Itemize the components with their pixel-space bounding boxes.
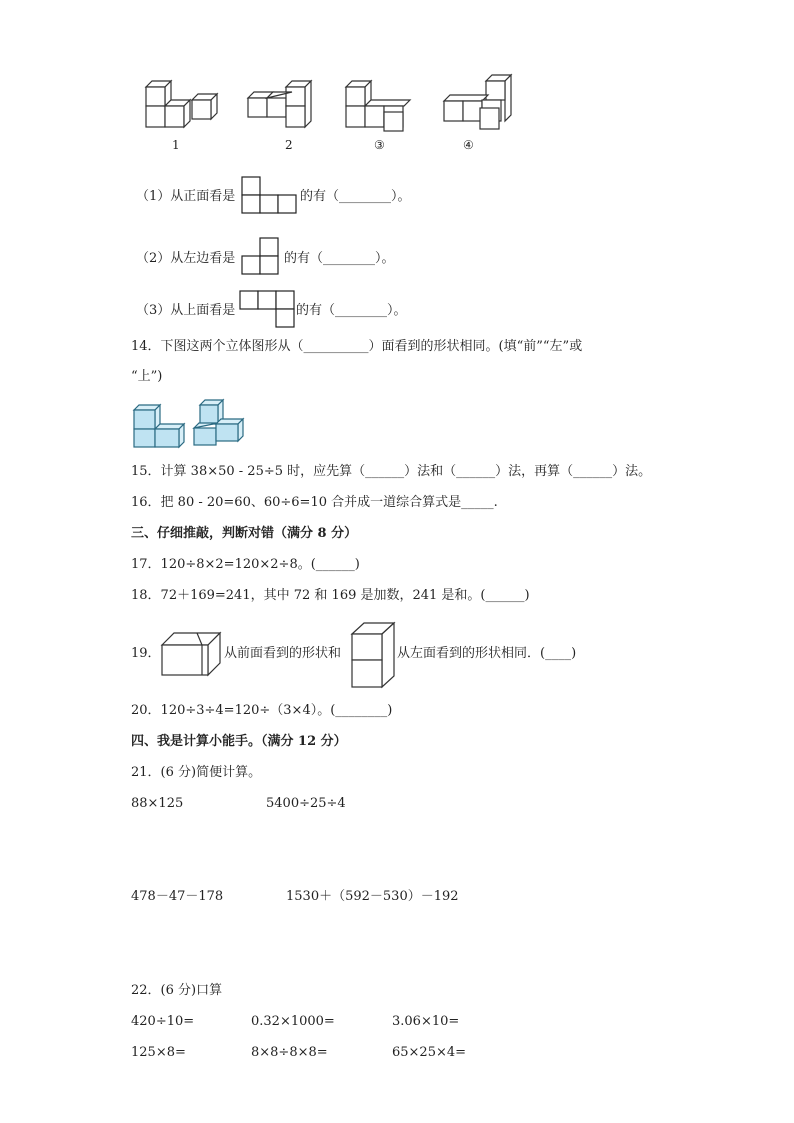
q14-line1: 14．下图这两个立体图形从（__________）面看到的形状相同。(填“前”“左”或 [131,339,583,354]
q16-text: 16．把 80 - 20=60、60÷6=10 合并成一道综合算式是_____. [131,495,498,510]
q18-text: 18．72＋169=241，其中 72 和 169 是加数，241 是和。(______) [131,588,530,603]
figure-label-2: 2 [285,138,293,152]
q13-part1-suffix: 的有（________）。 [300,189,411,204]
blue-cube-figure-left [134,403,190,447]
q22-item-6: 65×25×4= [392,1045,467,1060]
q22-title: 22．(6 分)口算 [131,983,223,998]
section-3-heading: 三、仔细推敲，判断对错（满分 8 分） [131,526,358,541]
q13-part2-suffix: 的有（________）。 [284,251,395,266]
q20-text: 20．120÷3÷4=120÷（3×4）。(________) [131,703,393,718]
q19-suffix-text: 从左面看到的形状相同．(____) [397,646,577,661]
figure-label-4: ④ [463,138,474,152]
q19-middle-text: 从前面看到的形状和 [224,646,342,661]
q13-part3-prefix: （3）从上面看是 [136,303,236,318]
q13-part1-prefix: （1）从正面看是 [136,189,236,204]
q15-text: 15．计算 38×50 - 25÷5 时，应先算（______）法和（______）法，再算（______）法。 [131,464,652,479]
q17-text: 17．120÷8×2=120×2÷8。(______) [131,557,360,572]
blue-cube-figure-right [194,400,250,446]
q22-item-3: 3.06×10= [392,1014,460,1029]
q19-cuboid-figure [162,631,224,677]
cube-figure-1 [146,78,226,130]
cube-figure-2 [248,78,328,130]
cube-figure-4 [444,78,524,138]
figure-label-1: 1 [172,138,180,152]
figure-label-3: ③ [374,138,385,152]
q19-stacked-cubes-figure [350,622,398,690]
q14-line2: “上”) [131,369,163,384]
q22-item-2: 0.32×1000= [251,1014,335,1029]
q21-item-4: 1530＋（592－530）－192 [286,889,459,904]
q21-item-2: 5400÷25÷4 [266,796,346,811]
left-view-shape [242,238,282,276]
q13-part3-suffix: 的有（________）。 [296,303,407,318]
q13-part2-prefix: （2）从左边看是 [136,251,236,266]
section-4-heading: 四、我是计算小能手。（满分 12 分） [131,734,347,749]
q22-item-5: 8×8÷8×8= [251,1045,328,1060]
q22-item-1: 420÷10= [131,1014,195,1029]
top-view-shape [240,291,296,329]
q21-title: 21．(6 分)简便计算。 [131,765,262,780]
q19-number: 19． [131,646,161,661]
q21-item-1: 88×125 [131,796,184,811]
front-view-shape [242,177,298,215]
q21-item-3: 478－47－178 [131,889,224,904]
q22-item-4: 125×8= [131,1045,186,1060]
cube-figure-3 [346,78,426,138]
